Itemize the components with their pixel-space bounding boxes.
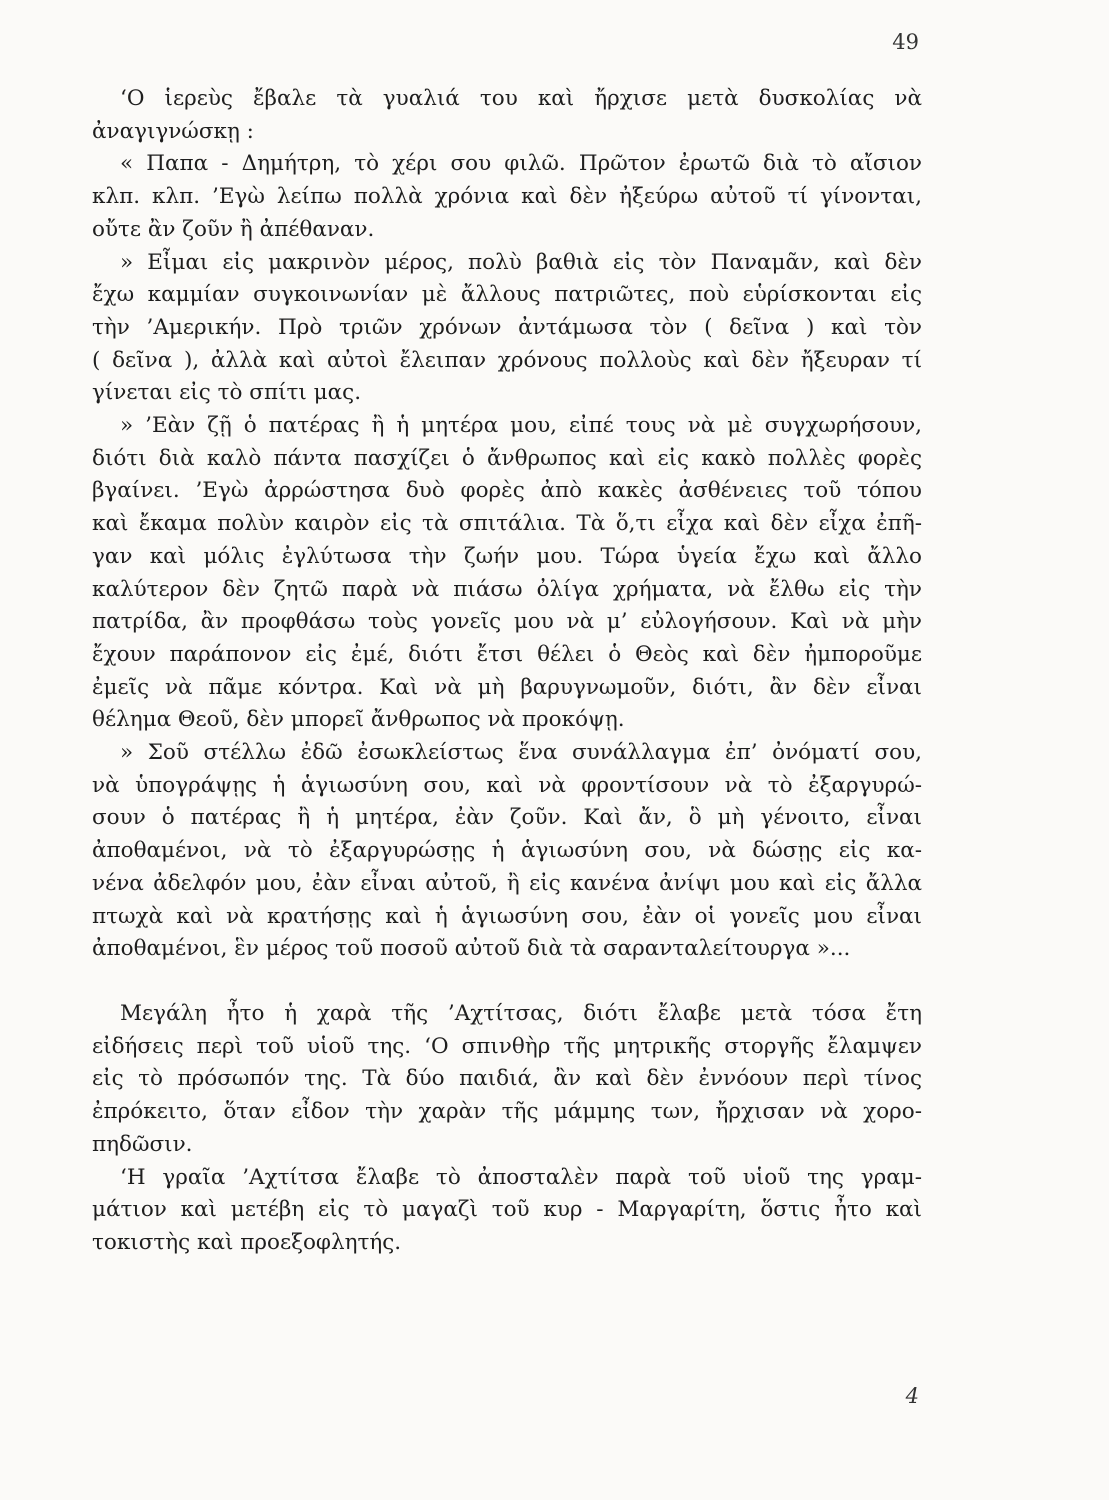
- text-line: οὔτε ἂν ζοῦν ἢ ἀπέθαναν.: [92, 216, 375, 242]
- text-line: « Παπα - Δημήτρη, τὸ χέρι σου φιλῶ. Πρῶτον ἐρωτῶ διὰ τὸ αἴσιον: [120, 151, 922, 177]
- text-line: ( δεῖνα ), ἀλλὰ καὶ αὐτοὶ ἔλειπαν χρόνους πολλοὺς καὶ δὲν ἤξευραν τί: [92, 347, 922, 373]
- text-line: σουν ὁ πατέρας ἢ ἡ μητέρα, ἐὰν ζοῦν. Καὶ ἄν, ὃ μὴ γένοιτο, εἶναι: [92, 805, 922, 831]
- page-number: 49: [892, 30, 919, 54]
- text-line: ‘Ο ἱερεὺς ἔβαλε τὰ γυαλιά του καὶ ἤρχισε μετὰ δυσκολίας νὰ: [120, 86, 922, 111]
- text-line: διότι διὰ καλὸ πάντα πασχίζει ὁ ἄνθρωπος καὶ εἰς κακὸ πολλὲς φορὲς: [92, 445, 922, 471]
- text-line: ἔχω καμμίαν συγκοινωνίαν μὲ ἄλλους πατριῶτες, ποὺ εὑρίσκονται εἰς: [92, 282, 922, 308]
- paragraph: [92, 83, 922, 148]
- text-line: καλύτερον δὲν ζητῶ παρὰ νὰ πιάσω ὀλίγα χρήματα, νὰ ἔλθω εἰς τὴν: [92, 576, 922, 602]
- text-line: εἰδήσεις περὶ τοῦ υἱοῦ της. ‘Ο σπινθὴρ τῆς μητρικῆς στοργῆς ἔλαμψεν: [92, 1033, 922, 1059]
- text-line: εἰς τὸ πρόσωπόν της. Τὰ δύο παιδιά, ἂν καὶ δὲν ἐννόουν περὶ τίνος: [92, 1066, 922, 1092]
- paragraph: [92, 410, 922, 737]
- text-line: Μεγάλη ἦτο ἡ χαρὰ τῆς ’Αχτίτσας, διότι ἔλαβε μετὰ τόσα ἔτη: [120, 1000, 922, 1026]
- text-line: ἀναγιγνώσκῃ :: [92, 118, 254, 144]
- signature-mark: 4: [905, 1384, 919, 1408]
- text-line: κλπ. κλπ. ’Εγὼ λείπω πολλὰ χρόνια καὶ δὲν ἠξεύρω αὐτοῦ τί γίνονται,: [92, 184, 922, 210]
- text-line: ἐπρόκειτο, ὅταν εἶδον τὴν χαρὰν τῆς μάμμης των, ἤρχισαν νὰ χορο-: [92, 1099, 922, 1125]
- text-line: νένα ἀδελφόν μου, ἐὰν εἶναι αὐτοῦ, ἢ εἰς κανένα ἀνίψι μου καὶ εἰς ἄλλα: [92, 870, 922, 896]
- paragraph: [92, 737, 922, 966]
- text-line: καὶ ἔκαμα πολὺν καιρὸν εἰς τὰ σπιτάλια. Τὰ ὅ,τι εἶχα καὶ δὲν εἶχα ἐπῆ-: [92, 511, 922, 537]
- text-line: ἀποθαμένοι, ἓν μέρος τοῦ ποσοῦ αὐτοῦ διὰ τὰ σαρανταλείτουργα »...: [92, 936, 851, 962]
- body-text: [92, 83, 922, 1260]
- text-line: ἀποθαμένοι, νὰ τὸ ἐξαργυρώσῃς ἡ ἁγιωσύνη σου, νὰ δώσῃς εἰς κα-: [92, 838, 922, 864]
- text-line: γίνεται εἰς τὸ σπίτι μας.: [92, 380, 362, 406]
- paragraph: [92, 148, 922, 246]
- text-line: μάτιον καὶ μετέβη εἰς τὸ μαγαζὶ τοῦ κυρ - Μαργαρίτη, ὅστις ἦτο καὶ: [92, 1197, 922, 1223]
- text-line: πτωχὰ καὶ νὰ κρατήσῃς καὶ ἡ ἁγιωσύνη σου, ἐὰν οἱ γονεῖς μου εἶναι: [92, 903, 922, 929]
- text-line: τοκιστὴς καὶ προεξοφλητής.: [92, 1229, 402, 1255]
- text-line: ἔχουν παράπονον εἰς ἐμέ, διότι ἔτσι θέλει ὁ Θεὸς καὶ δὲν ἠμποροῦμε: [92, 641, 922, 667]
- text-line: γαν καὶ μόλις ἐγλύτωσα τὴν ζωήν μου. Τώρα ὑγεία ἔχω καὶ ἄλλο: [92, 543, 922, 569]
- text-line: τὴν ’Αμερικήν. Πρὸ τριῶν χρόνων ἀντάμωσα τὸν ( δεῖνα ) καὶ τὸν: [92, 314, 922, 340]
- paragraph: [92, 247, 922, 411]
- text-line: ‘Η γραῖα ’Αχτίτσα ἔλαβε τὸ ἀποσταλὲν παρὰ τοῦ υἱοῦ της γραμ-: [120, 1164, 922, 1190]
- text-line: » Εἶμαι εἰς μακρινὸν μέρος, πολὺ βαθιὰ εἰς τὸν Παναμᾶν, καὶ δὲν: [120, 249, 922, 275]
- text-line: » ’Εὰν ζῇ ὁ πατέρας ἢ ἡ μητέρα μου, εἰπέ τους νὰ μὲ συγχωρήσουν,: [120, 413, 922, 439]
- text-line: βγαίνει. ’Εγὼ ἀρρώστησα δυὸ φορὲς ἀπὸ κακὲς ἀσθένειες τοῦ τόπου: [92, 478, 922, 504]
- text-line: νὰ ὑπογράψῃς ἡ ἁγιωσύνη σου, καὶ νὰ φροντίσουν νὰ τὸ ἐξαργυρώ-: [92, 772, 922, 798]
- paragraph: [92, 998, 922, 1162]
- text-line: ἐμεῖς νὰ πᾶμε κόντρα. Καὶ νὰ μὴ βαρυγνωμοῦν, διότι, ἂν δὲν εἶναι: [92, 674, 922, 700]
- paragraph-gap: [92, 966, 922, 998]
- text-line: θέλημα Θεοῦ, δὲν μπορεῖ ἄνθρωπος νὰ προκόψῃ.: [92, 707, 625, 733]
- text-line: πηδῶσιν.: [92, 1131, 193, 1157]
- text-line: πατρίδα, ἂν προφθάσω τοὺς γονεῖς μου νὰ μ’ εὐλογήσουν. Καὶ νὰ μὴν: [92, 609, 922, 635]
- text-line: » Σοῦ στέλλω ἐδῶ ἐσωκλείστως ἕνα συνάλλαγμα ἐπ’ ὀνόματί σου,: [120, 740, 922, 766]
- paragraph: [92, 1162, 922, 1260]
